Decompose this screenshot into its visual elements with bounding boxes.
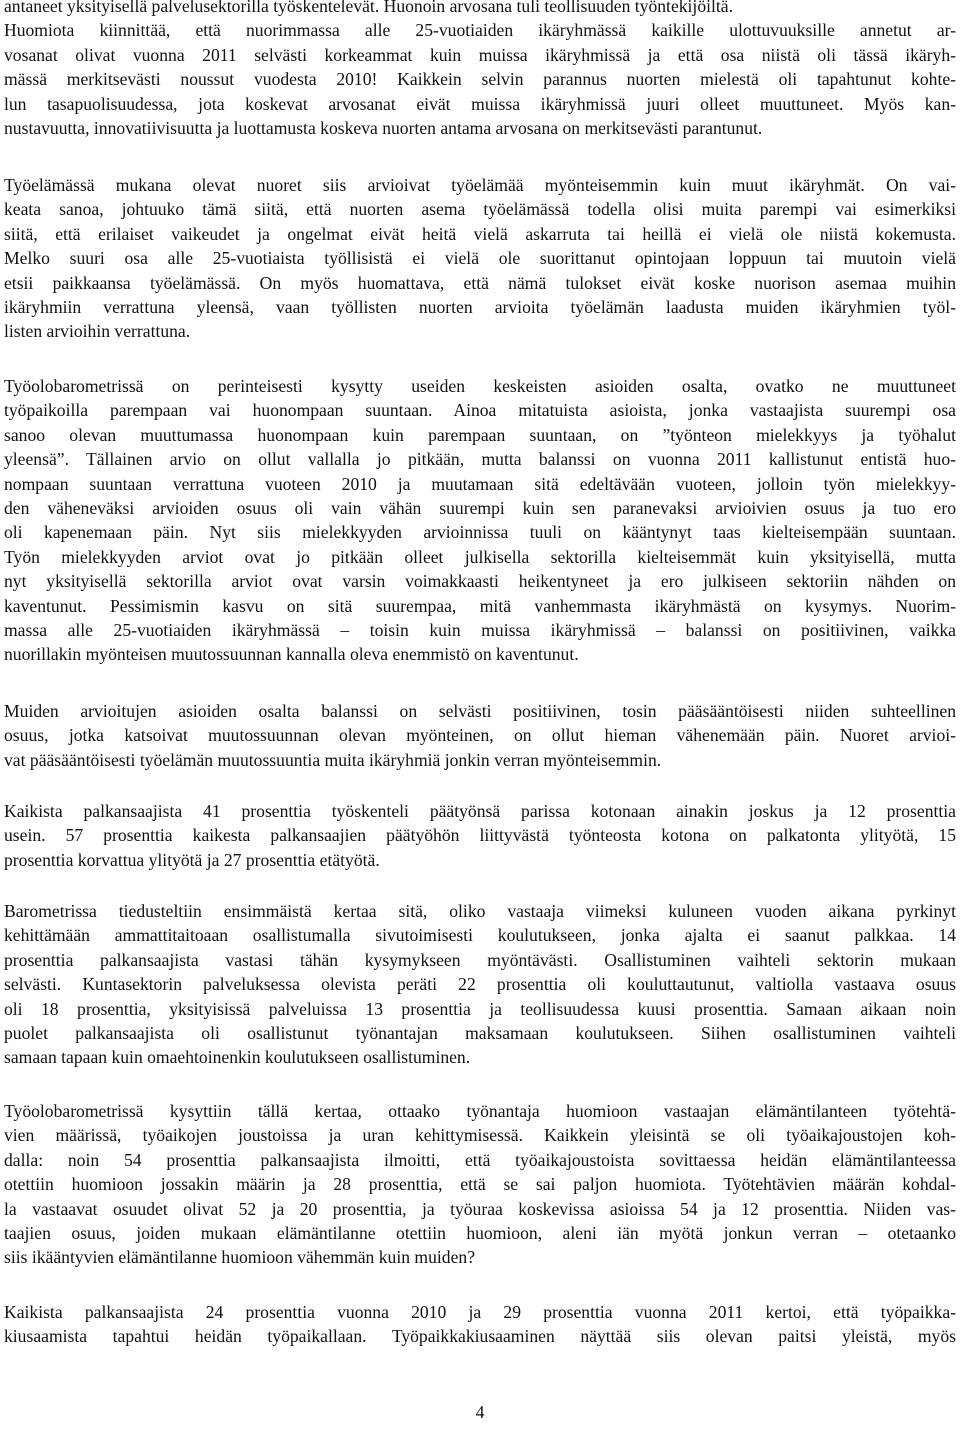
text-line: siis ikääntyvien elämäntilanne huomioon vähemmän kuin muiden? (4, 1247, 476, 1268)
text-line: Työn mielekkyyden arviot ovat jo pitkään olleet julkisella sektorilla kielteisemmät kuin yksityisellä, mutta (4, 546, 956, 567)
text-line: antaneet yksityisellä palvelusektorilla työskentelevät. Huonoin arvosana tuli teollisuuden työntekijöiltä. (4, 0, 733, 16)
text-line: Kaikista palkansaajista 24 prosenttia vuonna 2010 ja 29 prosenttia vuonna 2011 kertoi, että työpaikka- (4, 1302, 956, 1322)
paragraph (4, 799, 956, 872)
text-line: vat pääsääntöisesti työelämän muutossuuntia muita ikäryhmiä jonkin verran myönteisemmin. (4, 749, 662, 770)
text-line: Työelämässä mukana olevat nuoret siis arvioivat työelämää myönteisemmin kuin muut ikäryhmät. On vai- (4, 175, 956, 195)
paragraph (4, 374, 956, 667)
text-line: Huomiota kiinnittää, että nuorimmassa alle 25-vuotiaiden ikäryhmässä kaikille ulottuvuuksille annetut ar- (4, 20, 956, 41)
paragraph (4, 899, 956, 1070)
text-line: keata sanoa, johtuuko tämä siitä, että nuorten asema työelämässä todella olisi muita parempi vai esimerkiksi (4, 199, 956, 220)
text-line: samaan tapaan kuin omaehtoinenkin koulutukseen osallistuminen. (4, 1047, 471, 1068)
text-line: oli 18 prosenttia, yksityisissä palveluissa 13 prosenttia ja teollisuudessa kuusi prosenttia. Samaan aikaan noin (4, 998, 956, 1019)
text-line: Muiden arvioitujen asioiden osalta balanssi on selvästi positiivinen, tosin pääsääntöisesti niiden suhteellinen (4, 701, 956, 721)
paragraph (4, 1099, 956, 1270)
paragraph (4, 699, 956, 772)
text-line: oli kapenemaan päin. Nyt siis mielekkyyden arvioinnissa tuuli on kääntynyt taas kielteisempään suuntaan. (4, 522, 956, 543)
text-line: nompaan suuntaan verrattuna vuoteen 2010 ja muutamaan sitä edeltävään vuoteen, jolloin työn mielekkyy- (4, 473, 956, 494)
text-line: Työolobarometrissä kysyttiin tällä kertaa, ottaako työnantaja huomioon vastaajan elämäntilanteen työtehtä- (4, 1101, 956, 1121)
text-line: osuus, jotka katsoivat muutossuunnan olevan myönteinen, on ollut hieman vähenemään päin. Nuoret arvioi- (4, 725, 956, 746)
text-line: kaventunut. Pessimismin kasvu on sitä suurempaa, mitä vanhemmasta ikäryhmästä on kysymys. Nuorim- (4, 595, 956, 616)
text-line: otettiin huomioon jossakin määrin ja 28 prosenttia, että se sai paljon huomiota. Työtehtävien määrän kohdal- (4, 1174, 956, 1195)
text-line: yleensä”. Tällainen arvio on ollut vallalla jo pitkään, mutta balanssi on vuonna 2011 kallistunut entistä huo- (4, 449, 956, 470)
text-line: Barometrissa tiedusteltiin ensimmäistä kertaa sitä, oliko vastaaja viimeksi kuluneen vuoden aikana pyrkinyt (4, 901, 956, 921)
text-line: massa alle 25-vuotiaiden ikäryhmässä – toisin kuin muissa ikäryhmissä – balanssi on positiivinen, vaikka (4, 619, 956, 640)
text-line: prosenttia palkansaajista vastasi tähän kysymykseen myöntävästi. Osallistuminen vaihteli sektorin mukaan (4, 949, 956, 970)
text-line: ikäryhmiin verrattuna yleensä, vaan työllisten nuorten arvioita työelämän laadusta muiden ikäryhmien työl- (4, 296, 956, 317)
text-line: den väheneväksi arvioiden osuus oli vain vähän suurempi kuin sen paranevaksi arvioivien osuus ja tuo ero (4, 497, 956, 518)
text-line: työpaikoilla parempaan vai huonompaan suuntaan. Ainoa mitatuista asioista, jonka vastaajista suurempi osa (4, 400, 956, 421)
text-line: Työolobarometrissä on perinteisesti kysytty useiden keskeisten asioiden osalta, ovatko ne muuttuneet (4, 376, 956, 396)
text-line: mässä merkitsevästi noussut vuodesta 2010! Kaikkein selvin parannus nuorten mielestä oli tapahtunut kohte- (4, 69, 956, 90)
paragraph (4, 0, 956, 140)
text-line: Melko suuri osa alle 25-vuotiaista työllisistä ei vielä ole suorittanut opintojaan loppuun tai muutoin vielä (4, 248, 956, 269)
text-line: nuorillakin myönteisen muutossuunnan kannalla oleva enemmistö on kaventunut. (4, 644, 579, 665)
text-line: Kaikista palkansaajista 41 prosenttia työskenteli päätyönsä parissa kotonaan ainakin joskus ja 12 prosenttia (4, 801, 956, 821)
text-line: puolet palkansaajista oli osallistunut työnantajan maksamaan koulutukseen. Siihen osallistuminen vaihteli (4, 1022, 956, 1043)
paragraph (4, 173, 956, 344)
paragraph (4, 1300, 956, 1349)
text-line: prosenttia korvattua ylityötä ja 27 prosenttia etätyötä. (4, 849, 380, 870)
text-line: kehittämään ammattitaitoaan osallistumalla sivutoimisesti koulutukseen, jonka ajalta ei saanut palkkaa. 14 (4, 925, 956, 946)
text-line: selvästi. Kuntasektorin palveluksessa olevista peräti 22 prosenttia oli kouluttautunut, valtiolla vastaava osuus (4, 974, 956, 995)
text-line: etsii paikkaansa työelämässä. On myös huomattava, että nämä tulokset eivät koske nuorison asemaa muihin (4, 272, 956, 293)
text-line: vosanat olivat vuonna 2011 selvästi korkeammat kuin muissa ikäryhmissä ja että osa niistä oli tässä ikäryh- (4, 44, 956, 65)
page-number: 4 (475, 1402, 485, 1422)
text-line: nyt yksityisellä sektorilla arviot ovat varsin voimakkaasti heikentyneet ja ero julkiseen sektoriin nähden on (4, 571, 956, 592)
text-line: dalla: noin 54 prosenttia palkansaajista ilmoitti, että työaikajoustoista sovittaessa heidän elämäntilanteessa (4, 1149, 956, 1170)
text-line: siitä, että erilaiset vaikeudet ja ongelmat eivät heitä vielä askarruta tai heillä ei vielä ole niistä kokemusta. (4, 223, 956, 244)
text-line: listen arvioihin verrattuna. (4, 321, 191, 342)
text-line: la vastaavat osuudet olivat 52 ja 20 prosenttia, ja työuraa koskevissa asioissa 54 ja 12 prosenttia. Niiden vas- (4, 1198, 956, 1219)
text-line: lun tasapuolisuudessa, jota koskevat arvosanat eivät muissa ikäryhmissä juuri olleet muuttuneet. Myös kan- (4, 93, 956, 114)
text-line: kiusaamista tapahtui heidän työpaikallaan. Työpaikkakiusaaminen näyttää siis olevan paitsi yleistä, myös (4, 1326, 956, 1347)
text-line: sanoo olevan muuttumassa huonompaan kuin parempaan suuntaan, on ”työnteon mielekkyys ja työhalut (4, 424, 956, 445)
text-line: usein. 57 prosenttia kaikesta palkansaajien päätyöhön liittyvästä työnteosta kotona on palkatonta ylityötä, 15 (4, 825, 956, 846)
text-line: nustavuutta, innovatiivisuutta ja luottamusta koskeva nuorten antama arvosana on merkitsevästi parantunut. (4, 117, 763, 138)
text-line: vien määrissä, työaikojen joustoissa ja uran kehittymisessä. Kaikkein yleisintä se oli työaikajoustojen koh- (4, 1125, 956, 1146)
text-line: taajien osuus, joiden mukaan elämäntilanne otettiin huomioon, aleni iän myötä jonkun verran – otetaanko (4, 1222, 956, 1243)
